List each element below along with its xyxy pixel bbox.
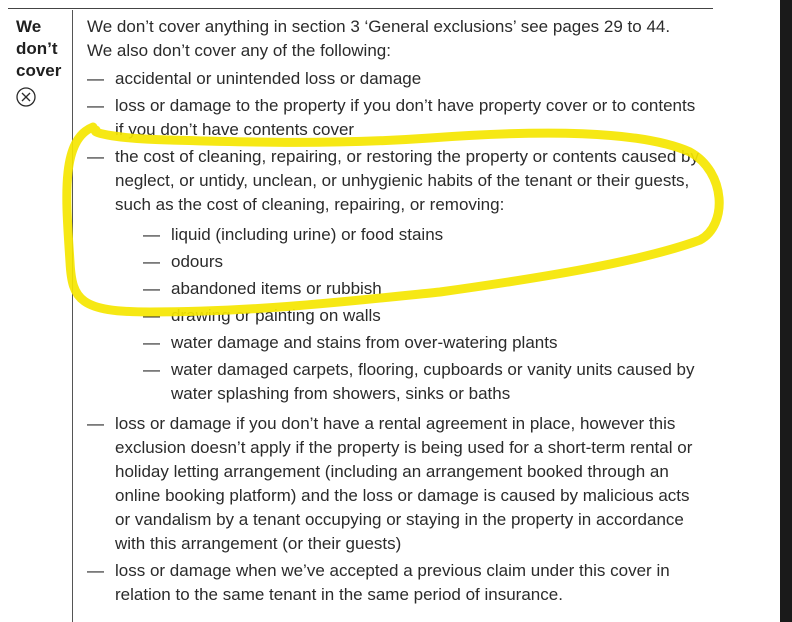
list-item xyxy=(87,67,707,91)
intro-line: We don’t cover anything in section 3 ‘General exclusions’ see pages 29 to 44. xyxy=(87,17,671,36)
dash-bullet: — xyxy=(143,333,160,352)
dash-bullet: — xyxy=(87,69,104,88)
list-item xyxy=(87,145,707,406)
window-edge xyxy=(780,0,792,622)
heading-line: cover xyxy=(16,61,62,80)
intro-line: We also don’t cover any of the following: xyxy=(87,41,391,60)
list-item-text: loss or damage if you don’t have a rental agreement in place, however this exclusion doesn’t apply if the property is being used for a short-term rental or holiday letting arrangement (including an arrangement booked through an online booking platform) and the loss or damage is caused by malicious acts or vandalism by a tenant occupying or staying in the property in accordance with this arrangement (or their guests) xyxy=(115,414,693,553)
list-item xyxy=(87,94,707,142)
section-label-column xyxy=(16,16,74,112)
sub-list-item xyxy=(143,223,707,247)
sub-list-item xyxy=(143,331,707,355)
circle-cross-icon xyxy=(16,87,36,107)
dash-bullet: — xyxy=(143,279,160,298)
list-item xyxy=(87,412,707,556)
dash-bullet: — xyxy=(143,360,160,379)
sub-list-item-text: liquid (including urine) or food stains xyxy=(171,225,444,244)
sub-list-item xyxy=(143,277,707,301)
list-item-text: the cost of cleaning, repairing, or restoring the property or contents caused by neglect, or untidy, unclean, or unhygienic habits of the tenant or their guests, such as the cost of cleaning, repairing, or removing: xyxy=(115,147,699,214)
sub-list-item xyxy=(143,304,707,328)
column-divider xyxy=(72,10,73,622)
sub-list-item xyxy=(143,358,707,406)
sub-list-item-text: abandoned items or rubbish xyxy=(171,279,382,298)
dash-bullet: — xyxy=(87,147,104,166)
list-item-text: loss or damage to the property if you don’t have property cover or to contents if you don’t have contents cover xyxy=(115,96,696,139)
intro-paragraph xyxy=(87,15,707,63)
list-item xyxy=(87,559,707,607)
sub-list-item xyxy=(143,250,707,274)
heading-line: don’t xyxy=(16,39,58,58)
dash-bullet: — xyxy=(87,96,104,115)
list-item-text: loss or damage when we’ve accepted a previous claim under this cover in relation to the same tenant in the same period of insurance. xyxy=(115,561,670,604)
top-divider xyxy=(8,8,713,9)
sub-list xyxy=(143,223,707,406)
heading-line: We xyxy=(16,17,42,36)
sub-list-item-text: water damaged carpets, flooring, cupboards or vanity units caused by water splashing from showers, sinks or baths xyxy=(171,360,695,403)
exclusions-content xyxy=(87,15,707,610)
list-item-text: accidental or unintended loss or damage xyxy=(115,69,422,88)
dash-bullet: — xyxy=(87,561,104,580)
dash-bullet: — xyxy=(143,252,160,271)
dash-bullet: — xyxy=(143,306,160,325)
dash-bullet: — xyxy=(143,225,160,244)
exclusions-list xyxy=(87,67,707,607)
section-heading xyxy=(16,16,74,82)
sub-list-item-text: water damage and stains from over-watering plants xyxy=(171,333,558,352)
sub-list-item-text: odours xyxy=(171,252,223,271)
dash-bullet: — xyxy=(87,414,104,433)
sub-list-item-text: drawing or painting on walls xyxy=(171,306,381,325)
